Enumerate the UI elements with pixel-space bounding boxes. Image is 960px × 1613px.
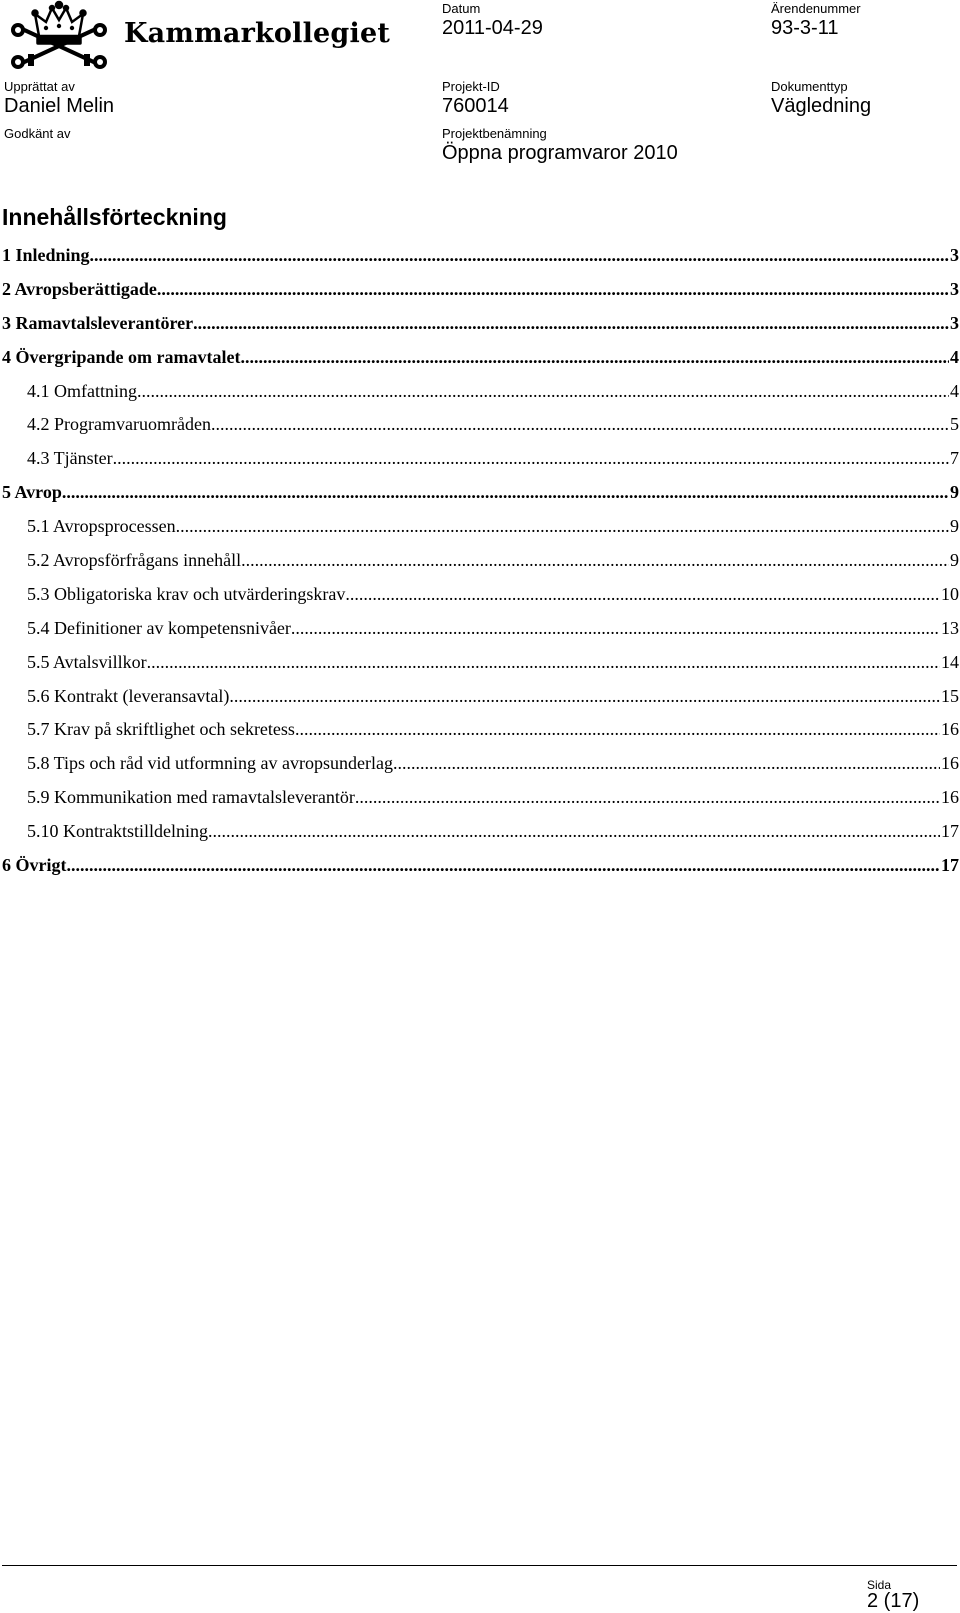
page-number: 2 (17) xyxy=(867,1590,920,1612)
toc-entry-page: 15 xyxy=(941,685,959,706)
datum-field xyxy=(442,1,543,40)
toc-entry[interactable] xyxy=(2,380,959,414)
projektbenamning-value: Öppna programvaror 2010 xyxy=(442,142,678,164)
projekt-id-field xyxy=(442,79,509,118)
toc-entry-title: 4.2 Programvaruområden xyxy=(27,414,211,435)
toc-entry-title: 5.1 Avropsprocessen xyxy=(27,516,176,537)
toc-entry[interactable] xyxy=(2,718,959,752)
projektbenamning-field xyxy=(442,126,678,165)
toc-dot-leader xyxy=(157,278,949,300)
datum-value: 2011-04-29 xyxy=(442,17,543,39)
toc-entry[interactable] xyxy=(2,820,959,854)
toc-entry[interactable] xyxy=(2,515,959,549)
toc-entry-page: 13 xyxy=(941,617,959,638)
toc-entry[interactable] xyxy=(2,447,959,481)
dokumenttyp-value: Vägledning xyxy=(771,95,872,117)
toc-entry-page: 4 xyxy=(950,346,959,367)
toc-dot-leader xyxy=(345,583,940,605)
godkant-av-label: Godkänt av xyxy=(4,126,71,141)
projekt-id-label: Projekt-ID xyxy=(442,79,500,94)
toc-entry-title: 6 Övrigt xyxy=(2,855,67,876)
projekt-id-value: 760014 xyxy=(442,95,509,117)
toc-title: Innehållsförteckning xyxy=(2,204,227,230)
toc-dot-leader xyxy=(393,752,940,774)
toc-entry-title: 5.7 Krav på skriftlighet och sekretess xyxy=(27,719,295,740)
toc-dot-leader xyxy=(208,820,940,842)
toc-entry[interactable] xyxy=(2,481,959,515)
toc-dot-leader xyxy=(241,549,949,571)
toc-dot-leader xyxy=(291,617,940,639)
toc-entry-page: 16 xyxy=(941,753,959,774)
toc-entry-title: 5.4 Definitioner av kompetensnivåer xyxy=(27,617,291,638)
toc-dot-leader xyxy=(355,786,940,808)
toc-entry[interactable] xyxy=(2,244,959,278)
toc-dot-leader xyxy=(193,312,949,334)
logo-wordmark: Kammarkollegiet xyxy=(124,18,391,49)
godkant-av-field xyxy=(4,126,71,141)
upprattat-av-field xyxy=(4,79,114,118)
toc-entry-page: 14 xyxy=(941,651,959,672)
toc-entry[interactable] xyxy=(2,312,959,346)
toc-entry[interactable] xyxy=(2,617,959,651)
datum-label: Datum xyxy=(442,1,481,16)
upprattat-av-label: Upprättat av xyxy=(4,79,75,94)
toc-entry-page: 16 xyxy=(941,719,959,740)
toc-entry-title: 4.3 Tjänster xyxy=(27,448,113,469)
toc-entry[interactable] xyxy=(2,346,959,380)
toc-dot-leader xyxy=(295,718,940,740)
toc-entry-title: 5 Avrop xyxy=(2,482,62,503)
toc-entry-title: 2 Avropsberättigade xyxy=(2,278,157,299)
kammarkollegiet-logo xyxy=(6,0,391,72)
toc-entry-page: 3 xyxy=(950,312,959,333)
toc-dot-leader xyxy=(62,481,949,503)
toc-dot-leader xyxy=(176,515,949,537)
dokumenttyp-field xyxy=(771,79,871,118)
toc-entry-title: 3 Ramavtalsleverantörer xyxy=(2,312,194,333)
toc-dot-leader xyxy=(211,413,949,435)
toc-entry-title: 5.9 Kommunikation med ramavtalsleverantör xyxy=(27,787,355,808)
toc-entry-title: 5.5 Avtalsvillkor xyxy=(27,651,147,672)
toc-dot-leader xyxy=(67,854,941,876)
toc-entry-page: 16 xyxy=(941,787,959,808)
toc-dot-leader xyxy=(113,447,949,469)
toc-entry[interactable] xyxy=(2,854,959,888)
toc-entry-page: 17 xyxy=(941,821,959,842)
toc-entry-page: 9 xyxy=(950,482,959,503)
toc-entry-title: 5.8 Tips och råd vid utformning av avropsunderlag xyxy=(27,753,393,774)
dokumenttyp-label: Dokumenttyp xyxy=(771,79,848,94)
toc-entry-title: 5.2 Avropsförfrågans innehåll xyxy=(27,550,242,571)
toc-dot-leader xyxy=(229,685,940,707)
toc-entry[interactable] xyxy=(2,549,959,583)
toc-entry[interactable] xyxy=(2,786,959,820)
toc-entry-title: 5.6 Kontrakt (leveransavtal) xyxy=(27,685,230,706)
toc-entry-title: 1 Inledning xyxy=(2,245,90,265)
projektbenamning-label: Projektbenämning xyxy=(442,126,547,141)
toc-entry[interactable] xyxy=(2,651,959,685)
toc-dot-leader xyxy=(147,651,940,673)
toc-entry-title: 4.1 Omfattning xyxy=(27,380,137,401)
toc-list xyxy=(2,244,959,888)
toc-entry[interactable] xyxy=(2,278,959,312)
toc-entry-title: 5.3 Obligatoriska krav och utvärderingskrav xyxy=(27,583,346,604)
toc-entry[interactable] xyxy=(2,752,959,786)
toc-dot-leader xyxy=(240,346,949,368)
toc-entry-page: 7 xyxy=(950,448,959,469)
page-label: Sida xyxy=(867,1578,892,1592)
toc-entry-page: 9 xyxy=(950,550,959,571)
toc-dot-leader xyxy=(137,380,949,402)
toc-entry-page: 9 xyxy=(950,516,959,537)
arendenummer-field xyxy=(771,1,861,40)
footer-divider xyxy=(2,1565,957,1566)
upprattat-av-value: Daniel Melin xyxy=(4,95,115,117)
toc-entry[interactable] xyxy=(2,685,959,719)
toc-entry-page: 17 xyxy=(941,855,959,876)
toc-entry-page: 5 xyxy=(950,414,959,435)
crown-crossed-keys-icon xyxy=(6,0,118,70)
toc-entry[interactable] xyxy=(2,413,959,447)
toc-entry-page: 3 xyxy=(950,278,959,299)
arendenummer-label: Ärendenummer xyxy=(771,1,861,16)
toc-entry-page: 4 xyxy=(950,380,959,401)
toc-entry-page: 10 xyxy=(941,583,959,604)
toc-entry-page: 3 xyxy=(950,245,959,265)
toc-dot-leader xyxy=(90,244,949,266)
arendenummer-value: 93-3-11 xyxy=(771,17,839,39)
toc-entry[interactable] xyxy=(2,583,959,617)
toc-entry-title: 4 Övergripande om ramavtalet xyxy=(2,346,241,367)
toc-entry-title: 5.10 Kontraktstilldelning xyxy=(27,821,208,842)
